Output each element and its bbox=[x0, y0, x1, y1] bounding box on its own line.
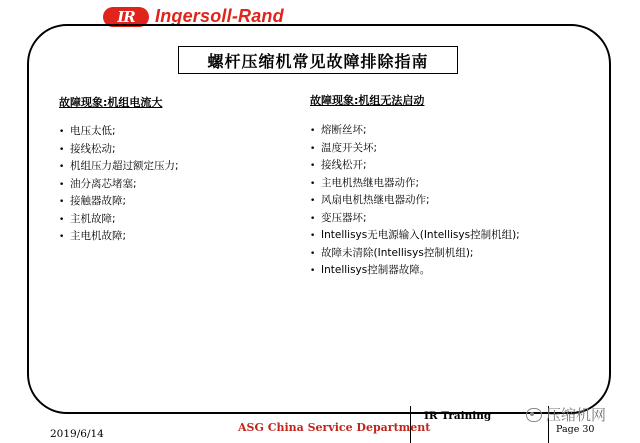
left-column-list bbox=[59, 123, 179, 246]
ir-logo-mark: IR bbox=[103, 7, 149, 27]
bullet-icon: • bbox=[310, 231, 316, 241]
list-item: • 温度开关坏; bbox=[310, 140, 520, 158]
slide-title: 螺杆压缩机常见故障排除指南 bbox=[178, 46, 458, 74]
list-item: • 风扇电机热继电器动作; bbox=[310, 192, 520, 210]
list-item: • 机组压力超过额定压力; bbox=[59, 158, 179, 176]
left-column-heading: 故障现象:机组电流大 bbox=[59, 96, 163, 109]
list-item: • Intellisys控制器故障。 bbox=[310, 262, 520, 280]
list-item: • 变压器坏; bbox=[310, 210, 520, 228]
list-item: • 接线松开; bbox=[310, 157, 520, 175]
bullet-icon: • bbox=[59, 162, 65, 172]
bullet-icon: • bbox=[59, 179, 65, 190]
list-item: • 电压太低; bbox=[59, 123, 179, 141]
page-number: Page 30 bbox=[556, 424, 595, 435]
bullet-icon: • bbox=[310, 143, 316, 154]
bullet-icon: • bbox=[59, 232, 65, 242]
chat-bubble-icon bbox=[526, 408, 542, 422]
bullet-icon: • bbox=[310, 126, 316, 136]
bullet-icon: • bbox=[310, 266, 316, 276]
bullet-icon: • bbox=[310, 178, 316, 189]
right-column-list bbox=[310, 122, 520, 280]
watermark-text: 压缩机网 bbox=[546, 406, 607, 424]
list-item: • 故障未清除(Intellisys控制机组); bbox=[310, 245, 520, 263]
list-item: • Intellisys无电源输入(Intellisys控制机组); bbox=[310, 227, 520, 245]
watermark bbox=[526, 404, 606, 425]
list-item: • 主机故障; bbox=[59, 211, 179, 229]
bullet-icon: • bbox=[310, 161, 316, 171]
footer-training-label: IR Training bbox=[424, 410, 492, 422]
right-column-heading: 故障现象:机组无法启动 bbox=[310, 94, 425, 107]
list-item: • 接线松动; bbox=[59, 141, 179, 159]
bullet-icon: • bbox=[59, 144, 65, 155]
bullet-icon: • bbox=[310, 248, 316, 259]
bullet-icon: • bbox=[59, 127, 65, 137]
list-item: • 油分离芯堵塞; bbox=[59, 176, 179, 194]
ingersoll-rand-wordmark: Ingersoll-Rand bbox=[155, 6, 284, 26]
footer-department: ASG China Service Department bbox=[238, 421, 431, 434]
list-item: • 接触器故障; bbox=[59, 193, 179, 211]
bullet-icon: • bbox=[59, 197, 65, 207]
list-item: • 主电机故障; bbox=[59, 228, 179, 246]
list-item: • 主电机热继电器动作; bbox=[310, 175, 520, 193]
bullet-icon: • bbox=[310, 196, 316, 206]
list-item: • 熔断丝坏; bbox=[310, 122, 520, 140]
bullet-icon: • bbox=[310, 213, 316, 224]
footer-date: 2019/6/14 bbox=[50, 428, 104, 440]
bullet-icon: • bbox=[59, 214, 65, 225]
